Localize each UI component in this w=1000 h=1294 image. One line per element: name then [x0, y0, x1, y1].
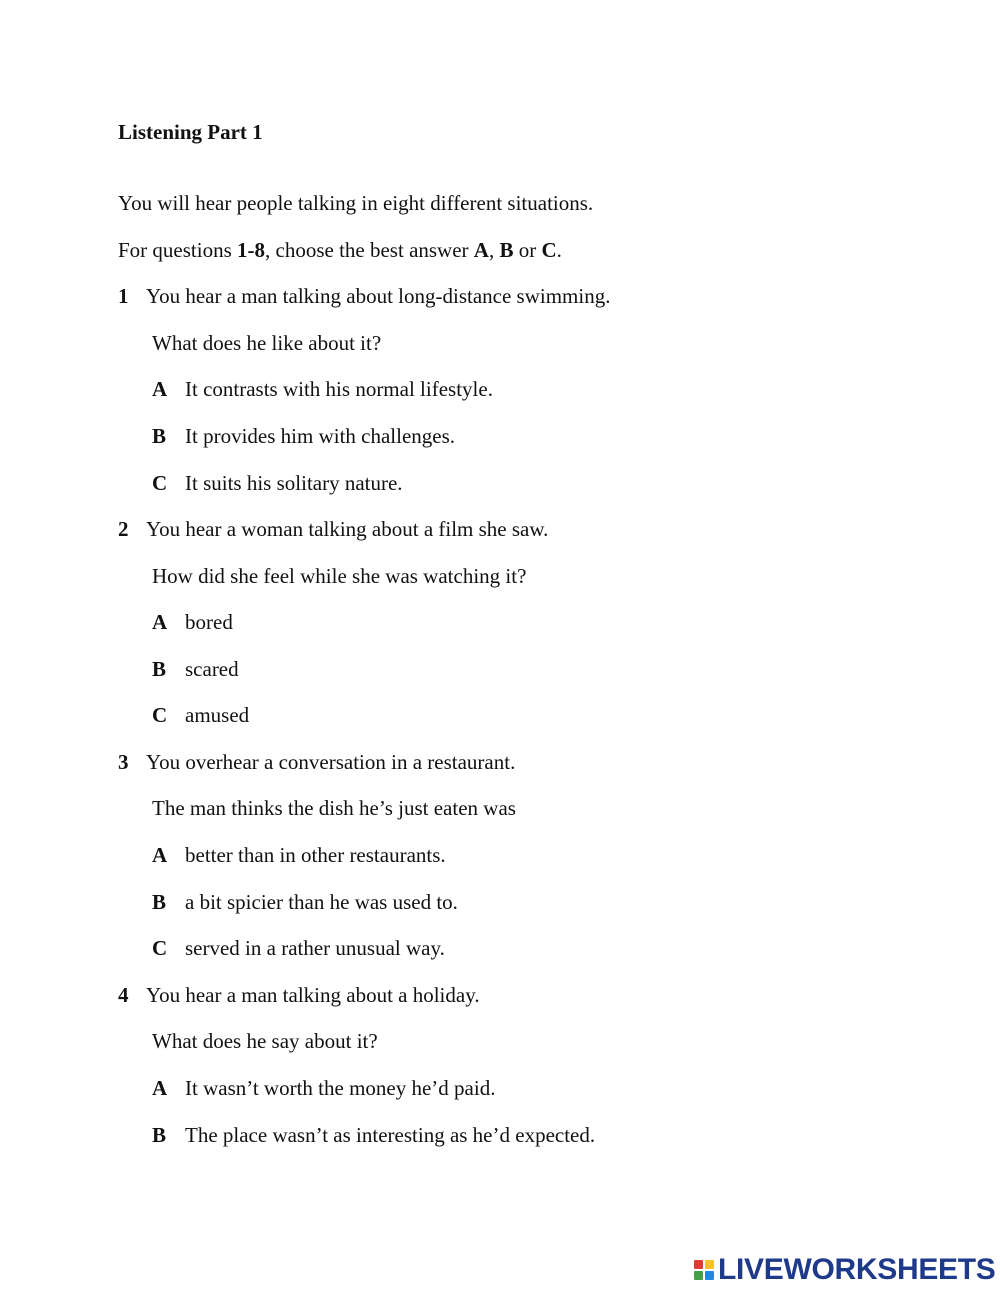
question-1-context: 1 You hear a man talking about long-distance swimming.	[118, 284, 611, 308]
liveworksheets-logo	[694, 1255, 996, 1285]
question-4-option-a[interactable]: A It wasn’t worth the money he’d paid.	[152, 1076, 496, 1100]
question-2-option-c[interactable]: C amused	[152, 703, 250, 727]
question-number: 3	[118, 750, 129, 774]
question-1-option-a[interactable]: A It contrasts with his normal lifestyle.	[152, 377, 493, 401]
logo-block-yellow	[705, 1260, 714, 1269]
question-4-context: 4 You hear a man talking about a holiday.	[118, 983, 480, 1007]
intro-line-2: For questions 1-8, choose the best answer A, B or C.	[118, 238, 562, 262]
question-4-prompt: What does he say about it?	[152, 1029, 378, 1053]
question-1-prompt: What does he like about it?	[152, 331, 382, 355]
question-3-prompt: The man thinks the dish he’s just eaten was	[152, 796, 516, 820]
question-2-prompt: How did she feel while she was watching it?	[152, 564, 527, 588]
question-1-option-b[interactable]: B It provides him with challenges.	[152, 424, 456, 448]
intro-line-1: You will hear people talking in eight different situations.	[118, 191, 594, 215]
question-2-option-a[interactable]: A bored	[152, 610, 233, 634]
question-3-option-c[interactable]: C served in a rather unusual way.	[152, 936, 445, 960]
logo-text: LIVEWORKSHEETS	[718, 1253, 996, 1286]
question-number: 1	[118, 284, 129, 308]
logo-blocks-icon	[694, 1260, 714, 1280]
question-3-context: 3 You overhear a conversation in a restaurant.	[118, 750, 516, 774]
question-3-option-a[interactable]: A better than in other restaurants.	[152, 843, 446, 867]
question-3-option-b[interactable]: B a bit spicier than he was used to.	[152, 890, 458, 914]
question-1-option-c[interactable]: C It suits his solitary nature.	[152, 471, 403, 495]
question-2-context: 2 You hear a woman talking about a film she saw.	[118, 517, 549, 541]
page-title: Listening Part 1	[118, 120, 263, 144]
question-2-option-b[interactable]: B scared	[152, 657, 239, 681]
logo-block-blue	[705, 1271, 714, 1280]
logo-block-green	[694, 1271, 703, 1280]
question-number: 2	[118, 517, 129, 541]
question-4-option-b[interactable]: B The place wasn’t as interesting as he’d expected.	[152, 1123, 596, 1147]
question-number: 4	[118, 983, 129, 1007]
logo-block-red	[694, 1260, 703, 1269]
